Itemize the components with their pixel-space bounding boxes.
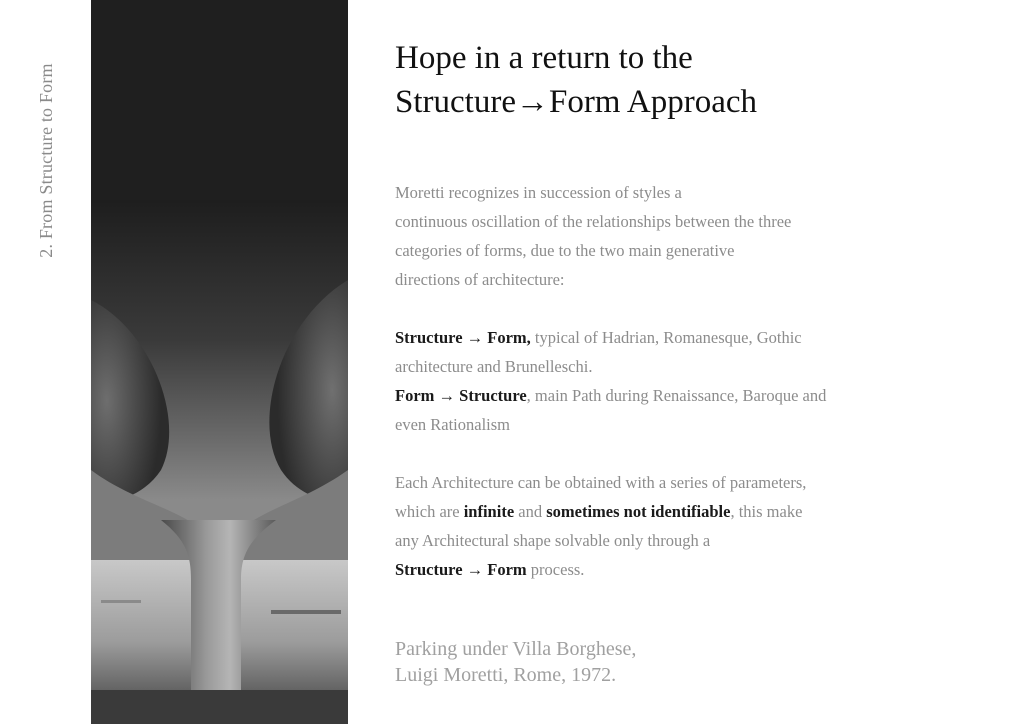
parameters-line-4 (395, 555, 995, 584)
parameters-text: and (514, 502, 547, 521)
form-structure-line-2: even Rationalism (395, 415, 511, 434)
section-label-text: 2. From Structure to Form (35, 62, 56, 258)
photo-image (91, 0, 348, 724)
intro-line-4: directions of architecture: (395, 270, 565, 289)
page-title (395, 36, 995, 124)
directions-paragraph (395, 323, 995, 439)
parameters-line-1: Each Architecture can be obtained with a series of parameters, (395, 473, 807, 492)
section-label (33, 40, 59, 280)
caption-line-2: Luigi Moretti, Rome, 1972. (395, 664, 617, 686)
intro-line-2: continuous oscillation of the relationships between the three (395, 212, 792, 231)
photo-caption (395, 636, 995, 688)
form-structure-text: , main Path during Renaissance, Baroque and (526, 386, 827, 405)
photo-parking-villa-borghese (91, 0, 348, 724)
intro-line-3: categories of forms, due to the two main generative (395, 241, 735, 260)
intro-paragraph (395, 178, 995, 294)
main-content (395, 36, 995, 688)
structure-form-line-2: architecture and Brunelleschi. (395, 357, 593, 376)
parameters-line-3: any Architectural shape solvable only through a (395, 531, 711, 550)
intro-line-1: Moretti recognizes in succession of styles a (395, 183, 682, 202)
parameters-line-2 (395, 497, 995, 526)
parameters-text: , this make (730, 502, 803, 521)
structure-form-line (395, 323, 995, 352)
not-identifiable-emphasis: sometimes not identifiable (546, 502, 731, 521)
form-structure-line (395, 381, 995, 410)
parameters-paragraph (395, 468, 995, 584)
form-structure-label: Form → Structure (395, 386, 527, 405)
parameters-text: process. (526, 560, 585, 579)
structure-form-emphasis: Structure → Form (395, 560, 527, 579)
parameters-text: which are (395, 502, 464, 521)
infinite-emphasis: infinite (463, 502, 515, 521)
title-line-2: Structure→Form Approach (395, 84, 758, 120)
title-line-1: Hope in a return to the (395, 40, 693, 76)
structure-form-label: Structure → Form, (395, 328, 531, 347)
caption-line-1: Parking under Villa Borghese, (395, 638, 637, 660)
structure-form-text: typical of Hadrian, Romanesque, Gothic (530, 328, 802, 347)
